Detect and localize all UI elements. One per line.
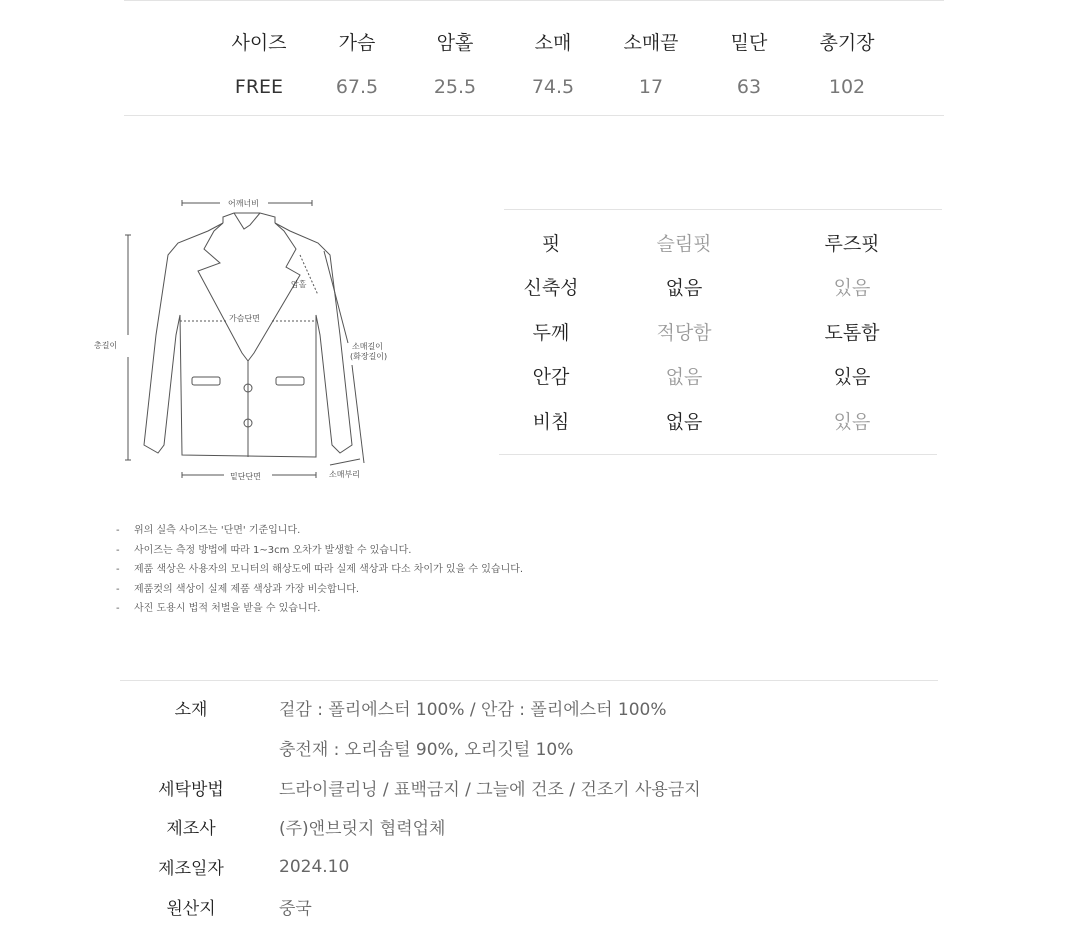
fit-label: 두께 — [532, 321, 570, 344]
fit-row-fit — [502, 220, 938, 265]
fit-option-selected: 도톰함 — [824, 321, 880, 344]
size-header-cell: 밑단 — [730, 31, 768, 54]
info-value: 드라이클리닝 / 표백금지 / 그늘에 건조 / 건조기 사용금지 — [279, 779, 701, 800]
note-dash: - — [116, 564, 120, 575]
size-header-cell: 소매 — [534, 31, 572, 54]
fit-option: 적당함 — [656, 321, 712, 344]
fit-option: 없음 — [665, 366, 703, 389]
size-value-cell: 67.5 — [335, 76, 379, 98]
fit-row-stretch — [502, 265, 938, 310]
fit-option-selected: 루즈핏 — [824, 232, 880, 255]
note-item — [116, 541, 523, 561]
size-table — [210, 18, 900, 110]
fit-label: 핏 — [541, 232, 561, 255]
note-text: 제품 색상은 사용자의 모니터의 해상도에 따라 실제 색상과 다소 차이가 있을 수 있습니다. — [134, 564, 524, 575]
fit-table-top-rule — [504, 209, 942, 210]
note-text: 사진 도용시 법적 처벌을 받을 수 있습니다. — [134, 603, 321, 614]
size-header-cell: 암홀 — [436, 31, 474, 54]
fit-option: 있음 — [833, 410, 871, 433]
note-item — [116, 521, 523, 541]
size-value-cell: 74.5 — [531, 76, 575, 98]
diagram-label-hem: 밑단단면 — [230, 472, 261, 481]
note-dash: - — [116, 544, 120, 556]
fit-label: 신축성 — [523, 277, 579, 300]
info-label: 제조일자 — [158, 859, 224, 880]
fit-label: 비침 — [532, 410, 570, 433]
info-row-filling — [120, 728, 940, 768]
size-value-cell: FREE — [234, 76, 284, 98]
fit-row-thickness — [502, 309, 938, 354]
info-label: 소재 — [174, 700, 208, 721]
size-table-rule — [124, 115, 944, 116]
info-value: (주)앤브릿지 협력업체 — [279, 819, 446, 840]
info-row-material — [120, 688, 940, 728]
diagram-label-sleeve-length: 소매길이 — [352, 342, 383, 351]
info-top-rule — [120, 680, 938, 681]
size-header-row — [210, 18, 900, 64]
info-value: 충전재 : 오리솜털 90%, 오리깃털 10% — [279, 740, 574, 761]
diagram-label-sleeve-length-sub: (화장길이) — [350, 352, 388, 361]
note-text: 제품컷의 색상이 실제 제품 색상과 가장 비슷합니다. — [134, 583, 360, 595]
note-item — [116, 599, 523, 619]
fit-label: 안감 — [532, 366, 570, 389]
size-value-cell: 25.5 — [433, 76, 477, 98]
note-dash: - — [116, 583, 120, 595]
fit-table-bottom-rule — [499, 454, 937, 455]
info-row-washing — [120, 767, 940, 807]
fit-row-see-through — [502, 398, 938, 443]
info-row-origin — [120, 886, 940, 926]
note-item — [116, 560, 523, 580]
fit-table — [502, 220, 938, 443]
info-row-manufacturer — [120, 807, 940, 847]
info-value: 겉감 : 폴리에스터 100% / 안감 : 폴리에스터 100% — [279, 700, 667, 721]
size-header-cell: 가슴 — [338, 31, 376, 54]
info-value: 2024.10 — [279, 856, 350, 877]
fit-option-selected: 없음 — [665, 410, 703, 433]
size-value-cell: 17 — [638, 76, 664, 98]
product-info-table — [120, 688, 940, 926]
size-header-cell: 총기장 — [819, 31, 875, 54]
info-label: 세탁방법 — [158, 779, 224, 800]
info-label: 제조사 — [166, 819, 216, 840]
size-header-cell: 사이즈 — [231, 31, 287, 54]
note-item — [116, 580, 523, 600]
fit-option: 있음 — [833, 277, 871, 300]
info-label: 원산지 — [166, 898, 216, 919]
note-text: 사이즈는 측정 방법에 따라 1~3cm 오차가 발생할 수 있습니다. — [134, 544, 412, 556]
note-dash: - — [116, 525, 120, 536]
diagram-label-shoulder: 어깨너비 — [228, 199, 259, 208]
diagram-label-cuff: 소매부리 — [329, 470, 360, 479]
diagram-label-chest: 가슴단면 — [229, 314, 260, 323]
size-value-cell: 102 — [828, 76, 866, 98]
info-row-date — [120, 847, 940, 887]
top-rule — [124, 0, 944, 1]
fit-option: 슬림핏 — [656, 232, 712, 255]
size-header-cell: 소매끝 — [623, 31, 679, 54]
fit-row-lining — [502, 354, 938, 399]
note-dash: - — [116, 603, 120, 614]
fit-option-selected: 없음 — [665, 277, 703, 300]
diagram-label-armhole: 암홀 — [291, 280, 307, 289]
size-value-row — [210, 64, 900, 110]
size-value-cell: 63 — [736, 76, 762, 98]
notes-list — [116, 521, 523, 619]
info-value: 중국 — [279, 898, 312, 919]
note-text: 위의 실측 사이즈는 '단면' 기준입니다. — [134, 525, 301, 536]
diagram-label-total-length: 총길이 — [94, 341, 118, 350]
fit-option-selected: 있음 — [833, 366, 871, 389]
